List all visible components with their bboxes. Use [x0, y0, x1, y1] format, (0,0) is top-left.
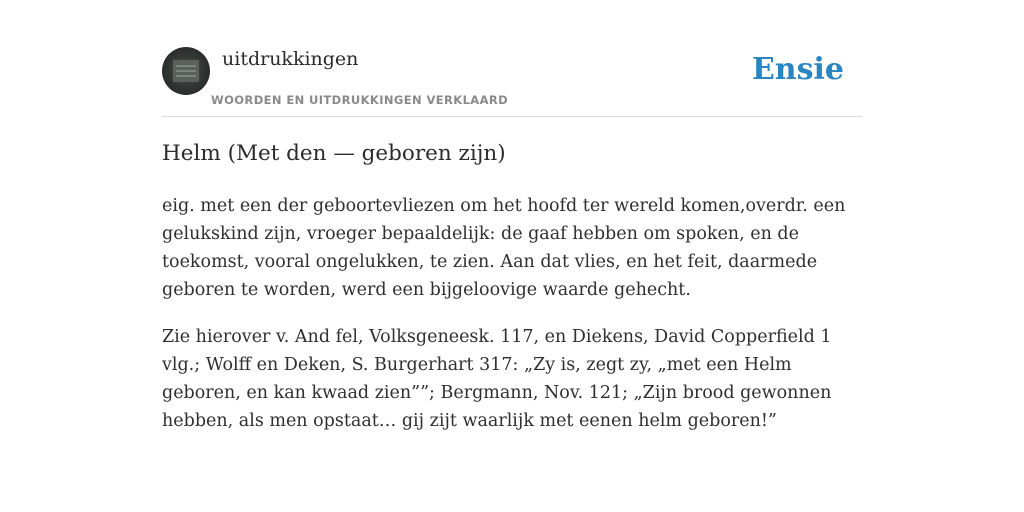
- blog-name-link[interactable]: uitdrukkingen: [222, 48, 359, 70]
- avatar-detail: [176, 65, 196, 67]
- entry-paragraph-definition: eig. met een der geboortevliezen om het hoofd ter wereld komen,overdr. een gelukskind zijn, vroeger bepaaldelijk: de gaaf hebben om spoken, en de toekomst, vooral ongelukken, te zien. Aan dat vlies, en het feit, daarmede geboren te worden, werd een bijgeloovige waarde gehecht.: [162, 196, 846, 300]
- blog-tagline: WOORDEN EN UITDRUKKINGEN VERKLAARD: [211, 93, 509, 107]
- avatar-detail: [176, 70, 196, 72]
- avatar-detail: [176, 75, 196, 77]
- entry-paragraph-references: Zie hierover v. And fel, Volksgeneesk. 117, en Diekens, David Copperfield 1 vlg.; Wolff en Deken, S. Burgerhart 317: „Zy is, zegt zy, „met een Helm geboren, en kan kwaad zien””; Bergmann, Nov. 121; „Zijn brood gewonnen hebben, als men opstaat… gij zijt waarlijk met eenen helm geboren!”: [162, 327, 832, 431]
- ensie-logo-link[interactable]: Ensie: [751, 52, 844, 87]
- entry-title: Helm (Met den — geboren zijn): [162, 141, 506, 166]
- site-header: [162, 44, 862, 117]
- blog-avatar[interactable]: [162, 47, 210, 95]
